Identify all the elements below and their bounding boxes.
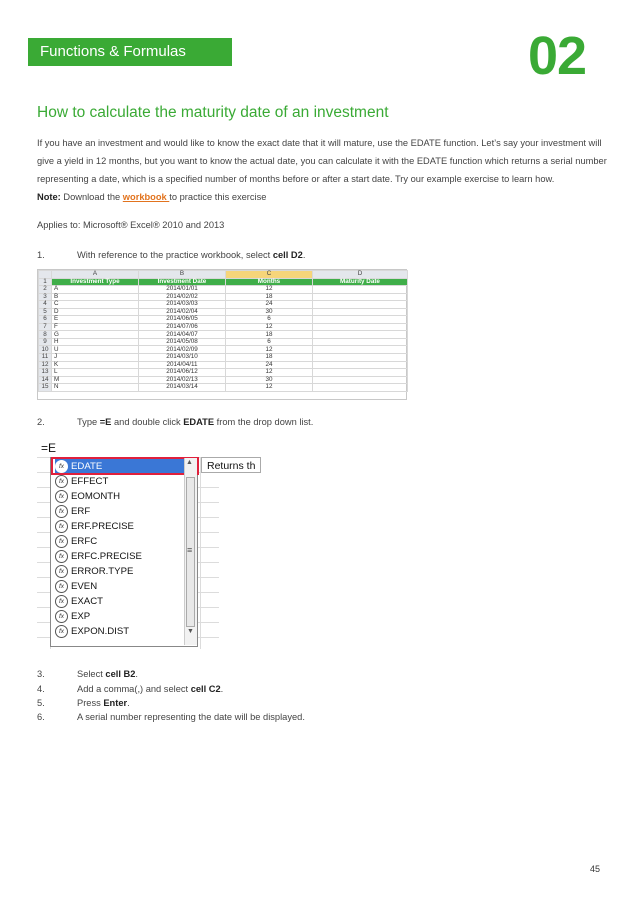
step-text: Type: [77, 417, 100, 427]
function-icon: fx: [55, 580, 68, 593]
row-number: 4: [39, 301, 52, 309]
cell-investment-type[interactable]: U: [52, 346, 139, 354]
row-number: 8: [39, 331, 52, 339]
step-bold: Enter: [103, 698, 128, 708]
function-name: EDATE: [71, 461, 103, 472]
step-text-end: .: [220, 684, 224, 694]
cell-investment-date[interactable]: 2014/02/09: [139, 346, 226, 354]
cell-investment-date[interactable]: 2014/03/14: [139, 384, 226, 392]
step-bold: cell D2: [272, 250, 303, 260]
grid-line: [200, 457, 201, 649]
step-text: and double click: [111, 417, 184, 427]
cell-maturity-date[interactable]: [313, 316, 408, 324]
step-number: 1.: [37, 250, 45, 260]
function-name: EXACT: [71, 596, 103, 607]
cell-maturity-date[interactable]: [313, 331, 408, 339]
cell-maturity-date[interactable]: [313, 308, 408, 316]
function-item[interactable]: [55, 564, 185, 579]
table-row: [39, 286, 408, 294]
function-name: EVEN: [71, 581, 98, 592]
cell-investment-type[interactable]: D: [52, 308, 139, 316]
page-title: How to calculate the maturity date of an investment: [37, 104, 389, 121]
step-number: 5.: [37, 698, 45, 708]
function-name: ERROR.TYPE: [71, 566, 134, 577]
header-cell: Maturity Date: [313, 278, 408, 286]
note-label: Note:: [37, 192, 61, 202]
step-text: A serial number representing the date will be displayed.: [77, 712, 305, 722]
autocomplete-screenshot: [37, 437, 256, 649]
function-icon: fx: [55, 505, 68, 518]
spreadsheet-table: [38, 270, 408, 392]
function-icon: fx: [55, 460, 68, 473]
cell-maturity-date[interactable]: [313, 286, 408, 294]
function-item[interactable]: [55, 549, 185, 564]
column-header-row: [39, 271, 408, 279]
note-text: Download the: [60, 192, 123, 202]
function-icon: fx: [55, 490, 68, 503]
row-number: 12: [39, 361, 52, 369]
cell-investment-type[interactable]: F: [52, 323, 139, 331]
cell-months[interactable]: 18: [226, 293, 313, 301]
cell-months[interactable]: 24: [226, 361, 313, 369]
selection-highlight-box: [51, 457, 199, 475]
function-name: ERF: [71, 506, 91, 517]
cell-months[interactable]: 6: [226, 316, 313, 324]
row-number: 9: [39, 338, 52, 346]
step-text-end: .: [302, 250, 306, 260]
row-number: 13: [39, 369, 52, 377]
note-text-end: to practice this exercise: [169, 192, 267, 202]
row-number: 14: [39, 376, 52, 384]
chapter-number: 02: [528, 26, 587, 86]
cell-investment-type[interactable]: G: [52, 331, 139, 339]
function-item[interactable]: [55, 609, 185, 624]
table-row: [39, 384, 408, 392]
function-icon: fx: [55, 520, 68, 533]
cell-maturity-date[interactable]: [313, 346, 408, 354]
scroll-up-icon[interactable]: ▲: [186, 459, 193, 466]
step-bold: cell B2: [105, 669, 136, 679]
cell-investment-date[interactable]: 2014/06/12: [139, 369, 226, 377]
step-5: [37, 698, 130, 708]
step-4: [37, 684, 223, 694]
step-text: With reference to the practice workbook, select: [77, 250, 273, 260]
function-item[interactable]: [55, 474, 185, 489]
row-number: 7: [39, 323, 52, 331]
row-number: 15: [39, 384, 52, 392]
corner-cell: [39, 271, 52, 279]
table-row: [39, 338, 408, 346]
note-line: [37, 192, 266, 202]
function-tooltip: Returns th: [201, 457, 261, 473]
cell-investment-date[interactable]: 2014/04/11: [139, 361, 226, 369]
cell-maturity-date[interactable]: [313, 384, 408, 392]
row-number: 3: [39, 293, 52, 301]
function-name: EXP: [71, 611, 91, 622]
cell-maturity-date[interactable]: [313, 293, 408, 301]
cell-months[interactable]: 24: [226, 301, 313, 309]
workbook-link[interactable]: workbook: [122, 192, 170, 202]
cell-months[interactable]: 18: [226, 354, 313, 362]
applies-to: Applies to: Microsoft® Excel® 2010 and 2013: [37, 220, 225, 230]
function-item[interactable]: [55, 534, 185, 549]
cell-investment-date[interactable]: 2014/03/10: [139, 354, 226, 362]
cell-maturity-date[interactable]: [313, 301, 408, 309]
cell-investment-type[interactable]: E: [52, 316, 139, 324]
page-number: 45: [590, 864, 601, 874]
step-text-end: .: [135, 669, 138, 679]
table-row: [39, 331, 408, 339]
cell-investment-date[interactable]: 2014/04/07: [139, 331, 226, 339]
row-number: 6: [39, 316, 52, 324]
step-text-end: from the drop down list.: [214, 417, 314, 427]
step-number: 3.: [37, 669, 45, 679]
table-row: [39, 369, 408, 377]
table-row: [39, 354, 408, 362]
scroll-grip-icon: ≡: [187, 545, 193, 555]
step-2: [37, 417, 313, 427]
cell-maturity-date[interactable]: [313, 323, 408, 331]
cell-investment-type[interactable]: L: [52, 369, 139, 377]
function-icon: fx: [55, 595, 68, 608]
cell-maturity-date[interactable]: [313, 376, 408, 384]
cell-investment-type[interactable]: B: [52, 293, 139, 301]
step-number: 2.: [37, 417, 45, 427]
function-name: ERF.PRECISE: [71, 521, 134, 532]
function-item[interactable]: [55, 519, 185, 534]
function-name: ERFC: [71, 536, 98, 547]
function-icon: fx: [55, 550, 68, 563]
function-item[interactable]: [55, 579, 185, 594]
header-cell: Investment Type: [52, 278, 139, 286]
cell-investment-type[interactable]: H: [52, 338, 139, 346]
cell-investment-date[interactable]: 2014/02/02: [139, 293, 226, 301]
table-row: [39, 301, 408, 309]
table-header-row: [39, 278, 408, 286]
cell-investment-date[interactable]: 2014/06/05: [139, 316, 226, 324]
cell-investment-date[interactable]: 2014/02/04: [139, 308, 226, 316]
function-item[interactable]: [55, 504, 185, 519]
cell-investment-type[interactable]: J: [52, 354, 139, 362]
row-number: 5: [39, 308, 52, 316]
function-icon: fx: [55, 535, 68, 548]
column-header: D: [313, 271, 408, 279]
header-cell: Months: [226, 278, 313, 286]
function-icon: fx: [55, 625, 68, 638]
row-number: 11: [39, 354, 52, 362]
function-icon: fx: [55, 475, 68, 488]
cell-investment-type[interactable]: A: [52, 286, 139, 294]
spreadsheet-screenshot: [37, 269, 407, 400]
function-name: EOMONTH: [71, 491, 121, 502]
cell-investment-date[interactable]: 2014/05/08: [139, 338, 226, 346]
column-header: C: [226, 271, 313, 279]
cell-months[interactable]: 12: [226, 323, 313, 331]
cell-maturity-date[interactable]: [313, 369, 408, 377]
cell-investment-date[interactable]: 2014/01/01: [139, 286, 226, 294]
cell-months[interactable]: 6: [226, 338, 313, 346]
step-text-end: .: [127, 698, 130, 708]
function-item[interactable]: [55, 624, 185, 639]
table-row: [39, 308, 408, 316]
column-header: B: [139, 271, 226, 279]
table-row: [39, 376, 408, 384]
table-row: [39, 293, 408, 301]
table-row: [39, 361, 408, 369]
table-row: [39, 323, 408, 331]
step-bold: EDATE: [183, 417, 215, 427]
step-text: Add a comma(,) and select: [77, 684, 191, 694]
section-banner: Functions & Formulas: [28, 38, 232, 66]
row-number: 10: [39, 346, 52, 354]
cell-months[interactable]: 12: [226, 369, 313, 377]
cell-investment-date[interactable]: 2014/03/03: [139, 301, 226, 309]
step-6: [37, 712, 305, 722]
header-cell: Investment Date: [139, 278, 226, 286]
row-number: 1: [39, 278, 52, 286]
intro-paragraph: If you have an investment and would like to know the exact date that it will mature, use the EDATE function. Let’s say your investment will give a yield in 12 months, but you want to know the actual date, you can calculate it with the EDATE function which returns a serial number representing a date, which is a specified number of months before or after a start date. Try our example exercise to learn how.: [37, 138, 607, 184]
step-number: 6.: [37, 712, 45, 722]
formula-cell[interactable]: =E: [39, 439, 221, 458]
cell-investment-type[interactable]: C: [52, 301, 139, 309]
step-1: [37, 250, 305, 260]
cell-months[interactable]: 12: [226, 286, 313, 294]
cell-investment-type[interactable]: M: [52, 376, 139, 384]
cell-months[interactable]: 30: [226, 376, 313, 384]
cell-months[interactable]: 12: [226, 346, 313, 354]
function-name: EFFECT: [71, 476, 109, 487]
cell-maturity-date[interactable]: [313, 361, 408, 369]
cell-investment-date[interactable]: 2014/02/13: [139, 376, 226, 384]
table-row: [39, 346, 408, 354]
cell-months[interactable]: 12: [226, 384, 313, 392]
step-bold: cell C2: [190, 684, 221, 694]
cell-months[interactable]: 30: [226, 308, 313, 316]
step-text: Select: [77, 669, 106, 679]
cell-investment-type[interactable]: N: [52, 384, 139, 392]
function-item[interactable]: [55, 489, 185, 504]
cell-maturity-date[interactable]: [313, 354, 408, 362]
row-number: 2: [39, 286, 52, 294]
cell-investment-date[interactable]: 2014/07/06: [139, 323, 226, 331]
cell-months[interactable]: 18: [226, 331, 313, 339]
scroll-down-icon[interactable]: ▼: [187, 628, 194, 635]
step-number: 4.: [37, 684, 45, 694]
step-text: Press: [77, 698, 104, 708]
step-3: [37, 669, 138, 679]
function-icon: fx: [55, 610, 68, 623]
table-row: [39, 316, 408, 324]
column-header: A: [52, 271, 139, 279]
step-bold: =E: [99, 417, 112, 427]
cell-maturity-date[interactable]: [313, 338, 408, 346]
function-name: EXPON.DIST: [71, 626, 130, 637]
cell-investment-type[interactable]: K: [52, 361, 139, 369]
function-item[interactable]: [55, 594, 185, 609]
function-name: ERFC.PRECISE: [71, 551, 142, 562]
function-icon: fx: [55, 565, 68, 578]
